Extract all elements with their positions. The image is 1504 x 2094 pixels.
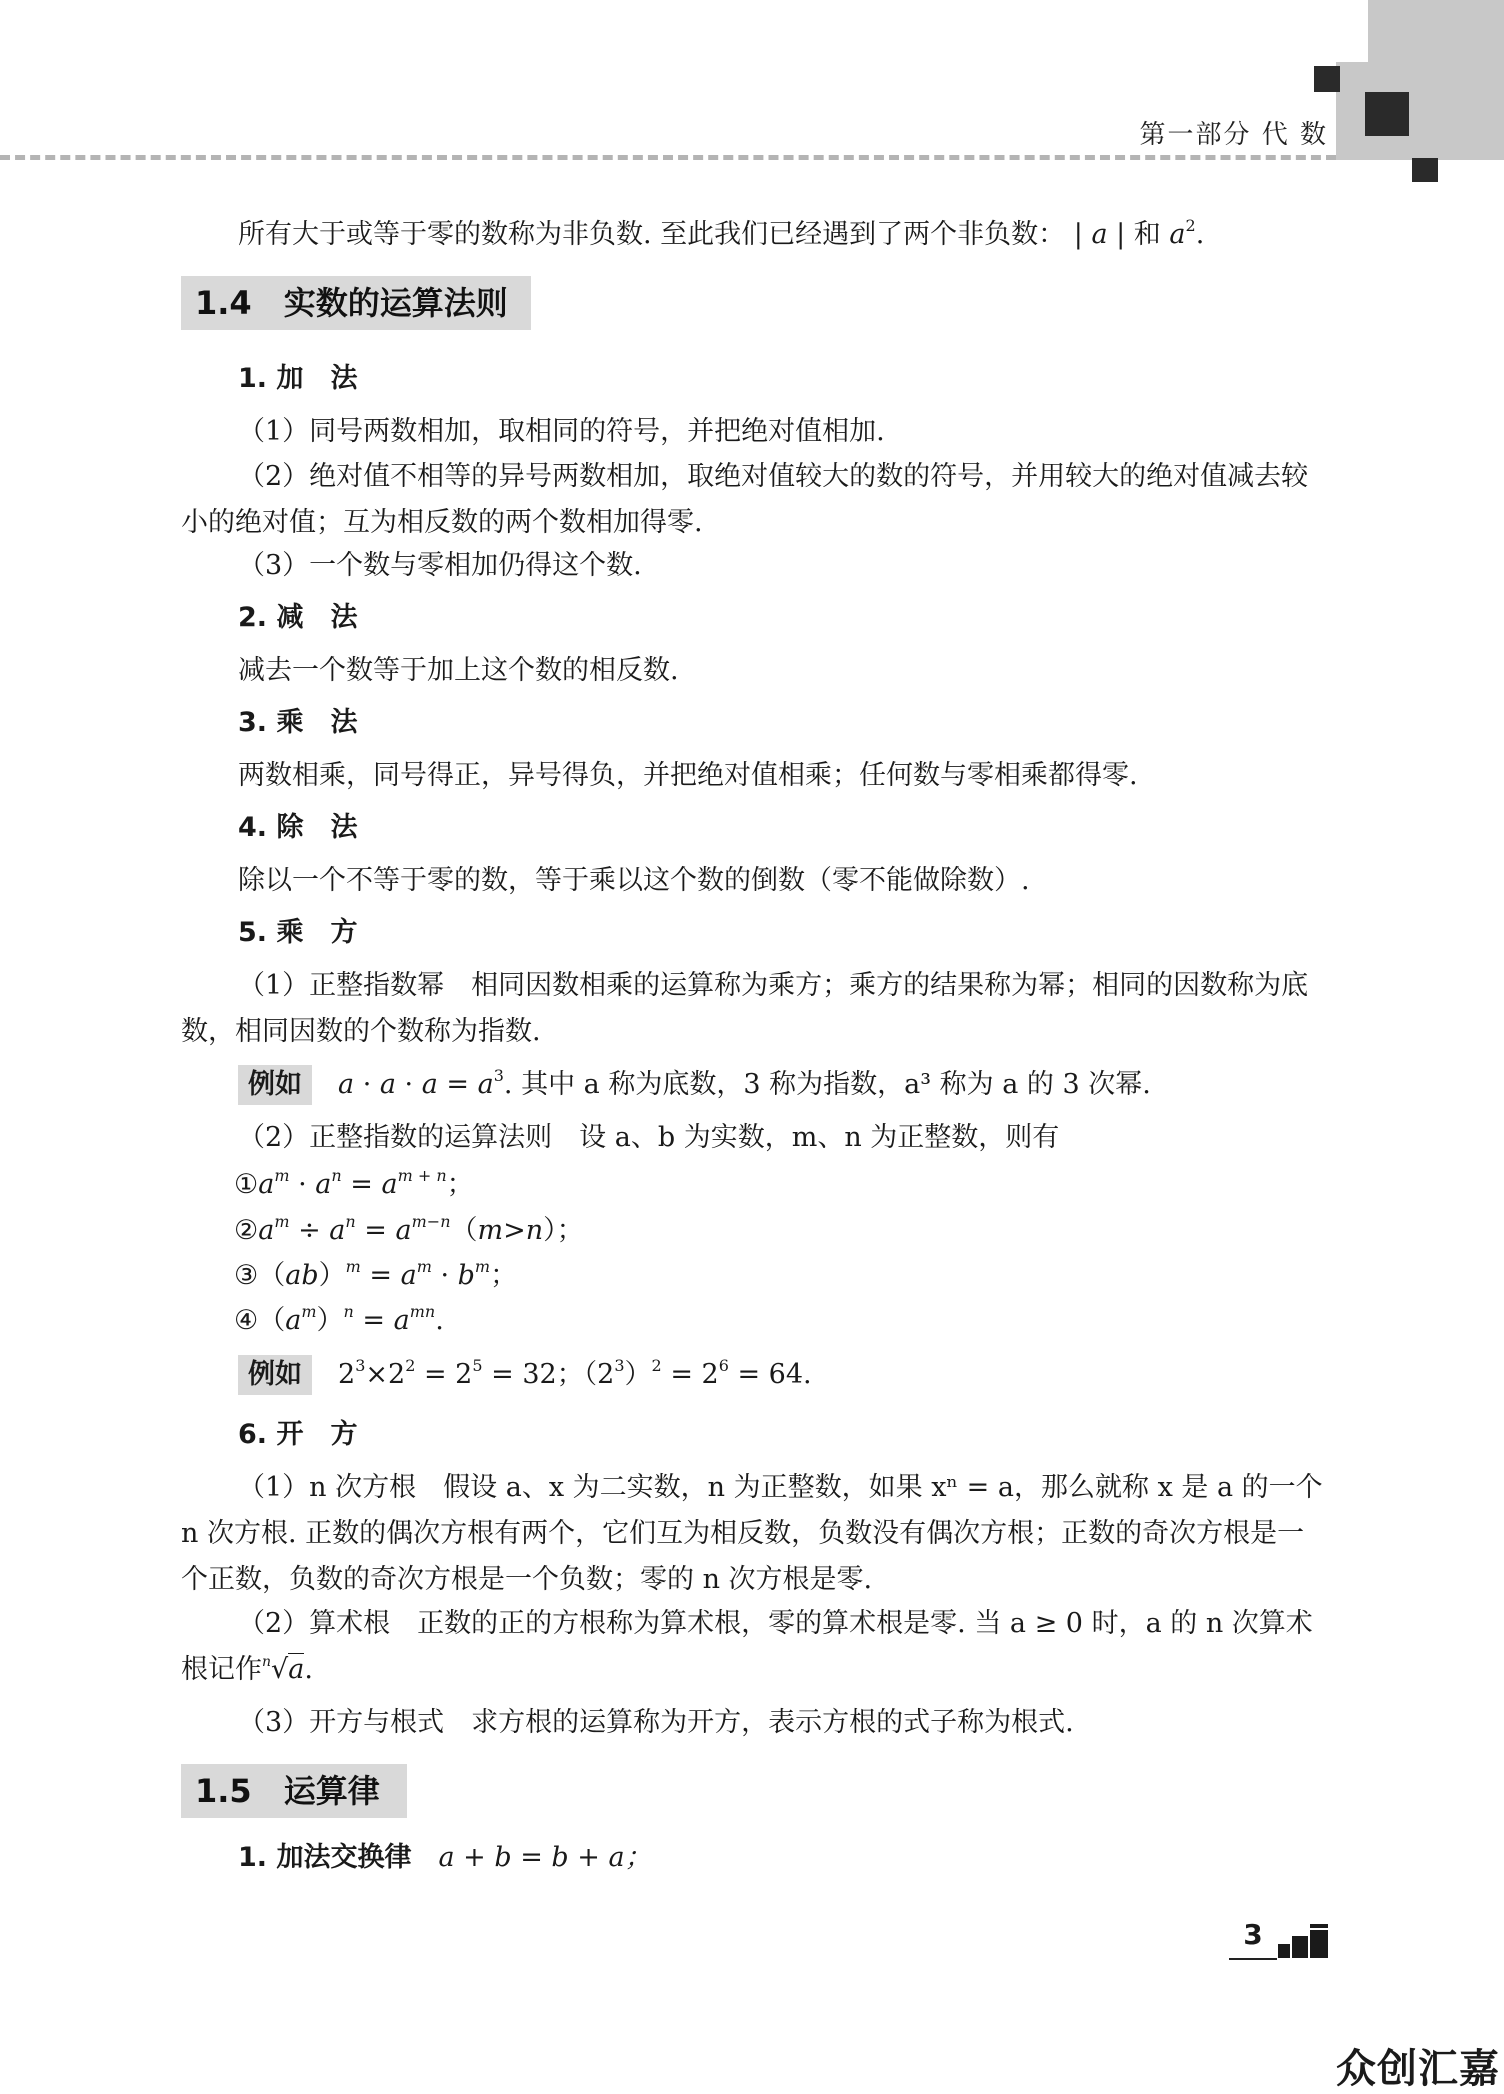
header-gray-block bbox=[1368, 0, 1504, 160]
add-p1: （1）同号两数相加，取相同的符号，并把绝对值相加. bbox=[238, 416, 885, 447]
header-dark-square bbox=[1365, 92, 1409, 136]
rule-1: $①a^m \cdot a^n = a^{m + n}$； bbox=[234, 1166, 474, 1200]
add-p2: （2）绝对值不相等的异号两数相加，取绝对值较大的数的符号，并用较大的绝对值减去较小的绝对值；互为相反数的两个数相加得零. bbox=[181, 461, 1309, 538]
root-p1: （1）n 次方根 假设 a、x 为二实数，n 为正整数，如果 xⁿ = a，那么就称 x 是 a 的一个 n 次方根. 正数的偶次方根有两个，它们互为相反数，负数没有偶次方根；正数的奇次方根是一个正数，负数的奇次方根是一个负数；零的 n 次方根是零. bbox=[181, 1472, 1323, 1595]
root-heading: 6. 开 方 bbox=[238, 1419, 358, 1450]
div-p1: 除以一个不等于零的数，等于乘以这个数的倒数（零不能做除数）. bbox=[238, 865, 1030, 896]
watermark: 众创汇嘉 bbox=[1336, 2046, 1500, 2092]
law-formula: a + b = b + a； bbox=[438, 1842, 652, 1873]
header-dark-square bbox=[1412, 158, 1438, 182]
div-heading: 4. 除 法 bbox=[238, 812, 358, 843]
pow-example-2 bbox=[238, 1352, 812, 1398]
header-gray-tab bbox=[1336, 62, 1368, 160]
root-p2 bbox=[181, 1601, 1323, 1693]
pow-p1: （1）正整指数幂 相同因数相乘的运算称为乘方；乘方的结果称为幂；相同的因数称为底数，相同因数的个数称为指数. bbox=[181, 970, 1309, 1047]
intro-text: 所有大于或等于零的数称为非负数. 至此我们已经遇到了两个非负数： bbox=[238, 219, 1066, 250]
pow-heading: 5. 乘 方 bbox=[238, 917, 358, 948]
rule-3: ③（ab）$^m$ = $a^m \cdot b^m$； bbox=[234, 1257, 518, 1291]
footer-square bbox=[1310, 1924, 1328, 1928]
add-heading: 1. 加 法 bbox=[238, 363, 358, 394]
mul-p1: 两数相乘，同号得正，异号得负，并把绝对值相乘；任何数与零相乘都得零. bbox=[238, 760, 1138, 791]
rule-4: $④(a^m)^n = a^{mn}$. bbox=[234, 1302, 444, 1336]
footer-square bbox=[1292, 1936, 1308, 1958]
footer-square bbox=[1310, 1930, 1328, 1958]
header-dashed-rule bbox=[0, 155, 1336, 160]
example-formula: $a \cdot a \cdot a = a^3$. bbox=[338, 1066, 522, 1100]
mul-heading: 3. 乘 法 bbox=[238, 707, 358, 738]
sub-heading: 2. 减 法 bbox=[238, 602, 358, 633]
section-1-4-title: 1.4 实数的运算法则 bbox=[181, 276, 531, 330]
example-text: 其中 a 称为底数，3 称为指数，a³ 称为 a 的 3 次幂. bbox=[521, 1069, 1151, 1100]
header-title: 第一部分 代 数 bbox=[1139, 120, 1328, 150]
example-label: 例如 bbox=[238, 1355, 312, 1395]
intro-paragraph bbox=[238, 212, 1204, 258]
rule-2: $②a^m \div a^n = a^{m-n}(m>n)$； bbox=[234, 1212, 584, 1246]
example-formula: $2^3\times 2^2 = 2^5 = 32$；$(2^3)^2 = 2^6 = 64$. bbox=[338, 1356, 812, 1390]
section-1-5-title: 1.5 运算律 bbox=[181, 1764, 407, 1818]
page-number: 3 bbox=[1229, 1918, 1277, 1960]
footer-square bbox=[1278, 1944, 1290, 1958]
root-p3: （3）开方与根式 求方根的运算称为开方，表示方根的式子称为根式. bbox=[238, 1707, 1074, 1738]
root-p2-text: （2）算术根 正数的正的方根称为算术根，零的算术根是零. 当 a ≥ 0 时，a 的 n 次算术根记作 bbox=[181, 1608, 1313, 1685]
pow-example-1 bbox=[238, 1062, 1151, 1108]
sub-p1: 减去一个数等于加上这个数的相反数. bbox=[238, 655, 679, 686]
add-p3: （3）一个数与零相加仍得这个数. bbox=[238, 550, 642, 581]
nth-root-notation: $^n$√a. bbox=[262, 1654, 313, 1685]
law-heading: 1. 加法交换律 bbox=[238, 1842, 412, 1873]
commutative-law bbox=[238, 1835, 652, 1881]
example-label: 例如 bbox=[238, 1065, 312, 1105]
pow-p2: （2）正整指数的运算法则 设 a、b 为实数，m、n 为正整数，则有 bbox=[238, 1122, 1060, 1153]
header-dark-square bbox=[1314, 66, 1340, 92]
abs-a: | a | 和 $a^2$. bbox=[1065, 216, 1205, 250]
